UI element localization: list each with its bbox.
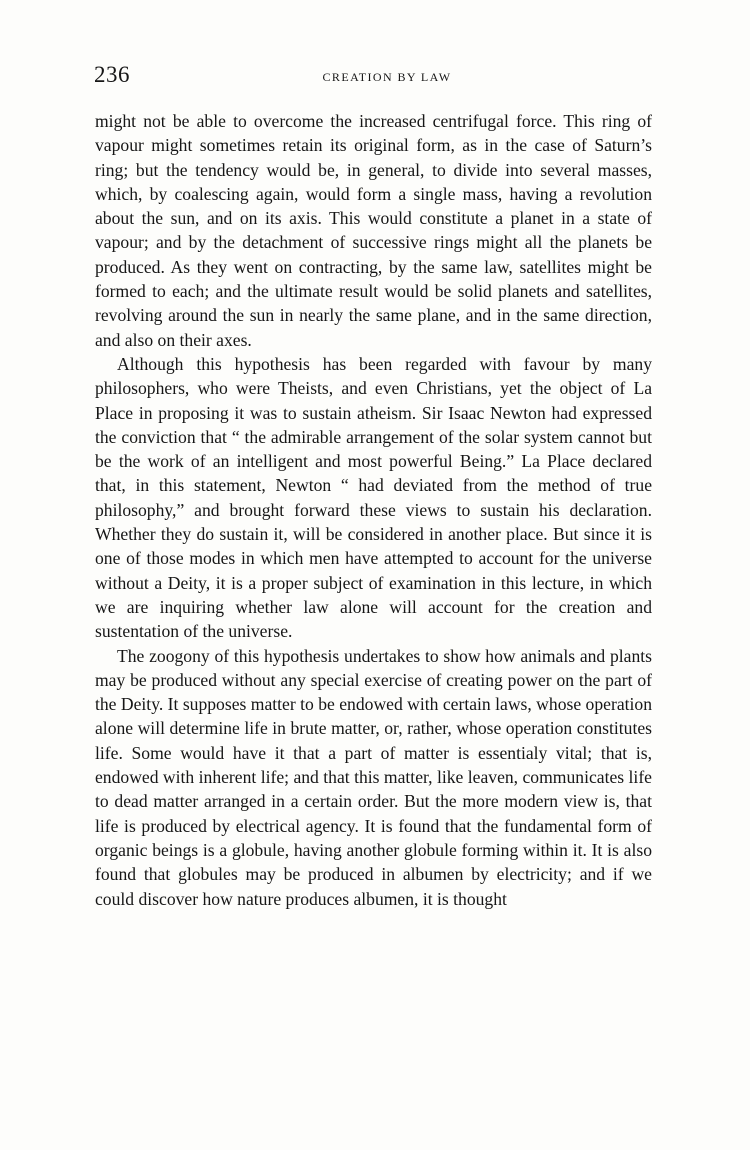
paragraph: might not be able to overcome the increased centrifugal force. This ring of vapour might sometimes retain its original form, as in the case of Saturn’s ring; but the tendency would be, in general, to divide into several masses, which, by coalescing again, would form a single mass, having a revolution about the sun, and on its axis. This would constitute a planet in a state of vapour; and by the detachment of successive rings might all the planets be produced. As they went on contracting, by the same law, satellites might be formed to each; and the ultimate result would be solid planets and satellites, revolving around the sun in nearly the same plane, and in the same direction, and also on their axes. bbox=[95, 111, 652, 350]
paragraph: The zoogony of this hypothesis undertakes to show how animals and plants may be produced without any special exercise of creating power on the part of the Deity. It supposes matter to be endowed with certain laws, whose operation alone will determine life in brute matter, or, rather, whose operation constitutes life. Some would have it that a part of matter is essentialy vital; that is, endowed with inherent life; and that this matter, like leaven, communicates life to dead matter arranged in a certain order. But the more modern view is, that life is produced by electrical agency. It is found that the fundamental form of organic beings is a globule, having another globule forming within it. It is also found that globules may be produced in albumen by electricity; and if we could discover how nature produces albumen, it is thought bbox=[95, 645, 652, 909]
body-text bbox=[95, 109, 652, 911]
page-number: 236 bbox=[94, 62, 130, 87]
running-head: CREATION BY LAW bbox=[322, 70, 452, 84]
paragraph: Although this hypothesis has been regarded with favour by many philosophers, who were Theists, and even Christians, yet the object of La Place in proposing it was to sustain atheism. Sir Isaac Newton had expressed the conviction that “ the admirable arrangement of the solar system cannot but be the work of an intelligent and most powerful Being.” La Place declared that, in this statement, Newton “ had deviated from the method of true philosophy,” and brought forward these views to sustain his declaration. Whether they do sustain it, will be considered in another place. But since it is one of those modes in which men have attempted to account for the universe without a Deity, it is a proper subject of examination in this lecture, in which we are inquiring whether law alone will account for the creation and sustentation of the universe. bbox=[95, 353, 652, 642]
page-header bbox=[94, 62, 654, 90]
